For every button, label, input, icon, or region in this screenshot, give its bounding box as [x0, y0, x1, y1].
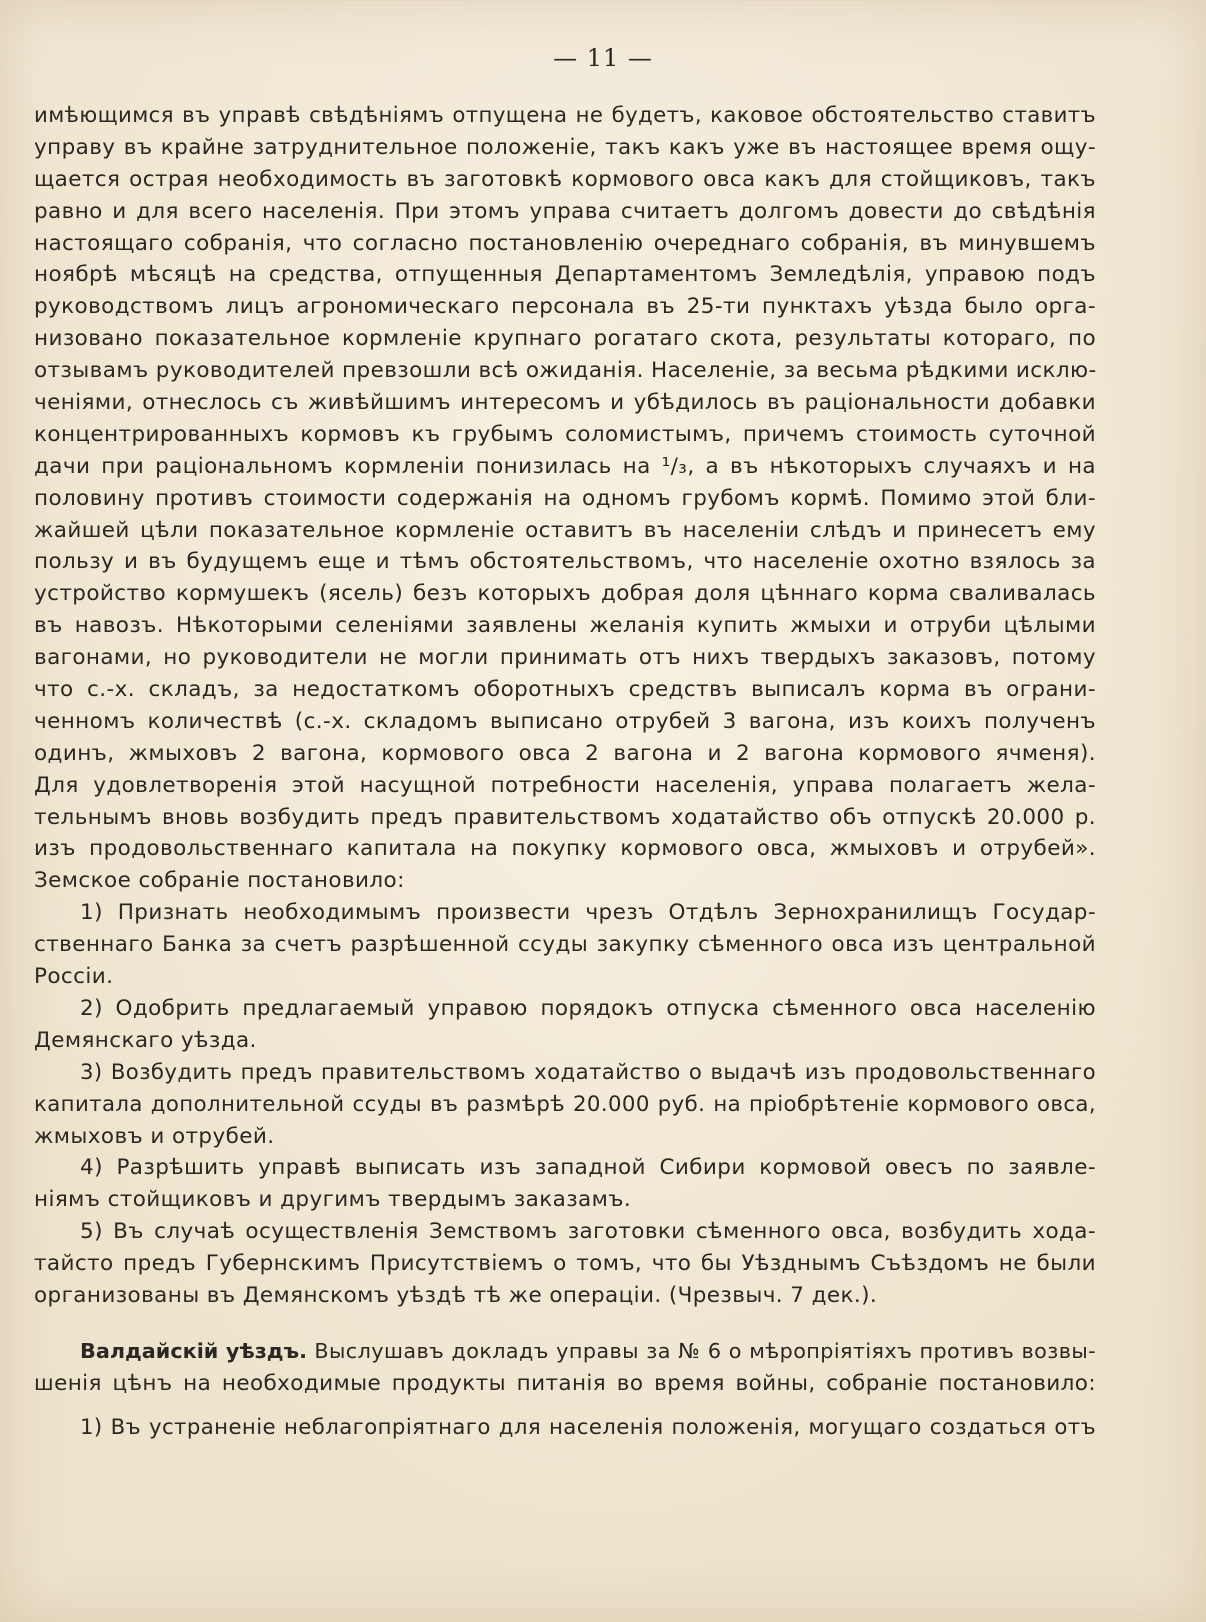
text-line: Для удовлетворенія этой насущной потребности населенія, управа полагаетъ жела-: [34, 772, 1096, 798]
resolution-item-2: [34, 993, 1096, 1057]
main-text: [34, 100, 1096, 1444]
text-line: Россіи.: [34, 964, 114, 990]
page-number: — 11 —: [553, 44, 653, 72]
text-line: низовано показательное кормленіе крупнаго рогатаго скота, результаты котораго, по: [34, 326, 1096, 352]
text-line: изъ продовольственнаго капитала на покупку кормового овса, жмыховъ и отрубей».: [34, 836, 1096, 862]
resolution-item-4: [34, 1152, 1096, 1216]
text-line: пользу и въ будущемъ еще и тѣмъ обстоятельствомъ, что населеніе охотно взялось за: [34, 549, 1096, 575]
text-line: что с.-х. складъ, за недостаткомъ оборотныхъ средствъ выписалъ корма въ ограни-: [34, 677, 1096, 703]
text-line: организованы въ Демянскомъ уѣздѣ тѣ же операціи. (Чрезвыч. 7 дек.).: [34, 1282, 878, 1308]
text-line: въ навозъ. Нѣкоторыми селеніями заявлены желанія купить жмыхи и отруби цѣлыми: [34, 613, 1096, 639]
text-line: Земское собраніе постановило:: [34, 868, 405, 894]
section-heading: Валдайскій уѣздъ.: [80, 1338, 308, 1363]
text-line: 1) Въ устраненіе неблагопріятнаго для населенія положенія, могущаго создаться отъ: [80, 1414, 1096, 1440]
text-line: 5) Въ случаѣ осуществленія Земствомъ заготовки сѣменного овса, возбудить хода-: [80, 1219, 1096, 1245]
text-line: управу въ крайне затруднительное положеніе, такъ какъ уже въ настоящее время ощу-: [34, 134, 1096, 160]
text-line: капитала дополнительной ссуды въ размѣрѣ 20.000 руб. на пріобрѣтеніе кормового овса,: [34, 1091, 1096, 1117]
text-line: 4) Разрѣшить управѣ выписать изъ западной Сибири кормовой овесъ по заявле-: [80, 1155, 1096, 1181]
text-line: отзывамъ руководителей превзошли всѣ ожиданія. Населеніе, за весьма рѣдкими исклю-: [34, 358, 1097, 384]
valdai-section: [34, 1336, 1096, 1444]
text-line: одинъ, жмыховъ 2 вагона, кормового овса 2 вагона и 2 вагона кормового ячменя).: [34, 740, 1096, 766]
text-line: 3) Возбудить предъ правительствомъ ходатайство о выдачѣ изъ продовольственнаго: [80, 1059, 1096, 1085]
resolution-item-5: [34, 1216, 1096, 1312]
text-line: 2) Одобрить предлагаемый управою порядокъ отпуска сѣменного овса населенію: [80, 995, 1096, 1021]
text-line: [34, 1336, 1096, 1368]
text-line: ніямъ стойщиковъ и другимъ твердымъ заказамъ.: [34, 1187, 632, 1213]
text-line: ственнаго Банка за счетъ разрѣшенной ссуды закупку сѣменного овса изъ центральной: [34, 932, 1096, 958]
text-line: щается острая необходимость въ заготовкѣ кормового овса какъ для стойщиковъ, такъ: [34, 166, 1096, 192]
text-line: жайшей цѣли показательное кормленіе оставитъ въ населеніи слѣдъ и принесетъ ему: [34, 517, 1096, 543]
text-line: тельнымъ вновь возбудить предъ правительствомъ ходатайство объ отпускѣ 20.000 р.: [34, 804, 1096, 830]
paragraph-continuation: [34, 100, 1096, 897]
text-line: шенія цѣнъ на необходимые продукты питанія во время войны, собраніе постановило:: [34, 1370, 1096, 1396]
text-line: имѣющимся въ управѣ свѣдѣніямъ отпущена не будетъ, каковое обстоятельство ставитъ: [34, 103, 1096, 128]
text-line: концентрированныхъ кормовъ къ грубымъ соломистымъ, причемъ стоимость суточной: [34, 421, 1096, 447]
text-line: дачи при раціональномъ кормленіи понизилась на ¹/₃, а въ нѣкоторыхъ случаяхъ и на: [34, 453, 1096, 479]
text-line: настоящаго собранія, что согласно постановленію очереднаго собранія, въ минувшемъ: [34, 230, 1096, 256]
text-line: половину противъ стоимости содержанія на одномъ грубомъ кормѣ. Помимо этой бли-: [34, 485, 1096, 511]
section-gap: [34, 1312, 1096, 1336]
text-line: ченіями, отнеслось съ живѣйшимъ интересомъ и убѣдилось въ раціональности добавки: [34, 390, 1096, 416]
resolution-item-3: [34, 1057, 1096, 1153]
text-line: ченномъ количествѣ (с.-х. складомъ выписано отрубей 3 вагона, изъ коихъ полученъ: [34, 708, 1096, 734]
text-line: устройство кормушекъ (ясель) безъ которыхъ добрая доля цѣннаго корма сваливалась: [34, 581, 1096, 607]
text-line: 1) Признать необходимымъ произвести чрезъ Отдѣлъ Зернохранилищъ Государ-: [80, 900, 1096, 926]
section-gap: [34, 1400, 1096, 1412]
text-line: тайсто предъ Губернскимъ Присутствіемъ о томъ, что бы Уѣзднымъ Съѣздомъ не были: [34, 1251, 1096, 1277]
text-line: ноябрѣ мѣсяцѣ на средства, отпущенныя Департаментомъ Земледѣлія, управою подъ: [34, 262, 1096, 288]
section-text: Выслушавъ докладъ управы за № 6 о мѣропріятіяхъ противъ возвы-: [314, 1338, 1096, 1363]
text-line: руководствомъ лицъ агрономическаго персонала въ 25-ти пунктахъ уѣзда было орга-: [34, 294, 1096, 320]
text-line: вагонами, но руководители не могли принимать отъ нихъ твердыхъ заказовъ, потому: [34, 645, 1096, 671]
text-line: Демянскаго уѣзда.: [34, 1027, 257, 1053]
resolution-item-1: [34, 897, 1096, 993]
text-line: равно и для всего населенія. При этомъ управа считаетъ долгомъ довести до свѣдѣнія: [34, 198, 1096, 224]
text-line: жмыховъ и отрубей.: [34, 1123, 275, 1149]
